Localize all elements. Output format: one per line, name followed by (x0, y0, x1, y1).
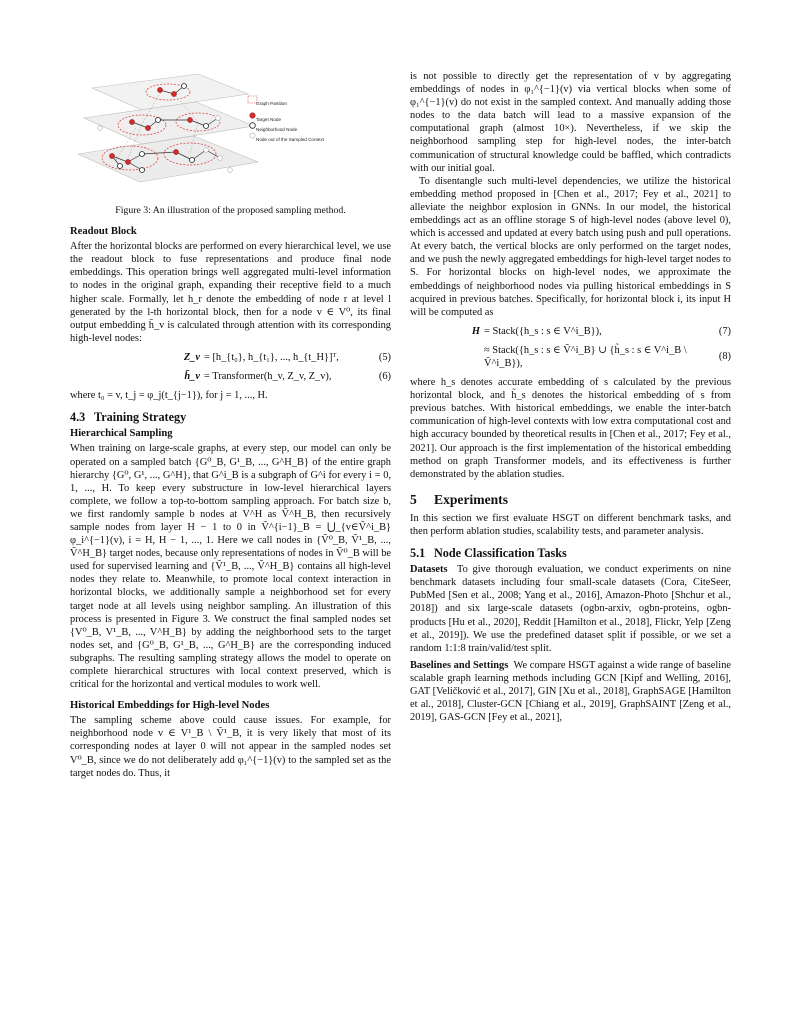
baselines-heading: Baselines and Settings (410, 659, 509, 671)
section-5-number: 5 (410, 491, 417, 507)
eq6-number: (6) (378, 371, 391, 383)
datasets-paragraph (410, 563, 731, 655)
eq7-rhs: = Stack({h_s : s ∈ V^i_B}), (484, 325, 602, 337)
eq8-number: (8) (718, 351, 731, 363)
equation-5 (70, 351, 391, 364)
hierarchical-sampling-heading: Hierarchical Sampling (70, 428, 173, 440)
legend-neighborhood: Neighborhood Node (256, 127, 298, 132)
readout-heading: Readout Block (70, 226, 137, 238)
legend-target-symbol (250, 113, 256, 119)
legend-neighborhood-symbol (250, 123, 256, 129)
section-4-3-title: Training Strategy (94, 410, 187, 425)
level-2-plane (92, 74, 248, 110)
section-4-3-number: 4.3 (70, 410, 86, 425)
eq8-rhs: ≈ Stack({h_s : s ∈ Ṽ^i_B} ∪ {h̃_s : s ∈ V^i_B \ Ṽ^i_B}), (484, 344, 687, 369)
datasets-text: To give thorough evaluation, we conduct experiments on nine benchmark datasets including four small-scale datasets (Cora, CiteSeer, PubMed [Sen et al., 2008; Yang et al., 2016], Amazon-Photo [Shchur et al., 2018]) and six large-scale datasets (ogbn-arxiv, ogbn-proteins, ogbn-products [Hu et al., 2020], Reddit [Hamilton et al., 2018], Flickr, Yelp [Zeng et al., 2019]). We use the predefined dataset split if possible, or we set a random 1:1:8 train/valid/test split. (410, 564, 731, 654)
historical-method-paragraph: To disentangle such multi-level dependencies, we utilize the historical embedding method proposed in [Chen et al., 2017; Fey et al., 2021] to alleviate the neighbor explosion in GNNs. In our model, the historical embeddings act as an offline storage S of high-level nodes (above level 0), which is accessed and updated at every batch using push and pull operations. At every batch, the vertical blocks are only performed on the target nodes, and we push the newly aggregated embeddings for high-level target nodes to S. For horizontal blocks on high-level nodes, we approximate the embeddings of neighborhood nodes via pulling historical embeddings in S acquired in previous batches. Specifically, for horizontal block i, its input H will be computed as (410, 175, 731, 318)
where-line: where t₀ = v, t_j = φ_j(t_{j−1}), for j = 1, ..., H. (70, 390, 268, 402)
equation-7 (410, 325, 731, 338)
legend-outside: Node out of the Sampled Context (256, 137, 324, 142)
after-equation-paragraph: where h_s denotes accurate embedding of s calculated by the previous horizontal block, and h̃_s denotes the historical embedding of s from previous batches. With historical embeddings, we enable the inter-batch communication of high-level contexts with low extra computational cost and high accuracy bounded by theoretical results in [Chen et al., 2017; Fey et al., 2021]. Our approach is the first implementation of the historical embedding method on graph Transformer models, and its effectiveness is further demonstrated by the ablation studies. (410, 377, 731, 480)
legend-partition: Graph Partition (256, 101, 287, 106)
continued-paragraph: is not possible to directly get the representation of v by aggregating embeddings of nodes in φ₁^{−1}(v) via vertical blocks when some of φ₁^{−1}(v) do not exist in the sampled context. And manually adding those nodes to the data batch will lead to a massive expansion of the computational graph (almost 10×). Nevertheless, if we skip the neighborhood sampling step for high-level nodes, the inter-batch communication of structural knowledge could be baffled, which contradicts with our initial goal. (410, 71, 731, 174)
eq7-number: (7) (718, 325, 731, 337)
sampling-illustration (70, 70, 391, 200)
readout-paragraph: After the horizontal blocks are performed on every hierarchical level, we use the readout block to fuse representations and produce final node embeddings. This operation brings well aggregated multi-level information to nodes in the original graph, expanding their receptive field to a much higher scale. Formally, let h_r denote the embedding of node r at level l generated by the l-th horizontal block, then for a node v ∈ V⁰, its final output embedding h̄_v is calculated through attention with its corresponding high-level nodes: (70, 241, 391, 344)
eq6-lhs: h̄_v (184, 371, 200, 383)
eq5-lhs: Z_v (183, 351, 200, 363)
eq5-number: (5) (378, 351, 391, 363)
section-5-1-title: Node Classification Tasks (434, 546, 567, 561)
equation-8 (410, 344, 731, 370)
section-5-paragraph: In this section we first evaluate HSGT on different benchmark tasks, and then perform ablation studies, scalability tests, and parameter analysis. (410, 512, 731, 537)
historical-embeddings-heading: Historical Embeddings for High-level Nodes (70, 700, 270, 712)
legend-target: Target Node (256, 117, 282, 122)
left-column (70, 70, 391, 780)
section-4-3-heading (70, 411, 391, 424)
equation-6 (70, 370, 391, 383)
datasets-heading: Datasets (410, 564, 448, 576)
legend-outside-symbol (250, 133, 255, 138)
figure-3 (70, 70, 391, 200)
baselines-paragraph (410, 659, 731, 724)
section-5-1-heading (410, 547, 731, 560)
baselines-text: We compare HSGT against a wide range of baseline scalable graph learning methods including GCN [Kipf and Welling, 2016], GAT [Veličković et al., 2017], GIN [Xu et al., 2018], GraphSAGE [Hamilton et al., 2018], Cluster-GCN [Chiang et al., 2019], GraphSAINT [Zeng et al., 2019], GAS-GCN [Fey et al., 2021], (410, 659, 731, 724)
section-5-title: Experiments (434, 491, 509, 507)
section-5-1-number: 5.1 (410, 546, 426, 561)
level-1-plane (84, 102, 254, 144)
section-5-heading (410, 493, 731, 506)
eq5-rhs: = [h_{t₀}, h_{t₁}, ..., h_{t_H}]ᵀ, (204, 351, 339, 363)
eq6-rhs: = Transformer(h_v, Z_v, Z_v), (204, 371, 332, 383)
eq7-lhs: H (471, 325, 480, 337)
right-column (410, 70, 731, 724)
level-0-plane (78, 136, 258, 182)
figure-caption: Figure 3: An illustration of the proposed sampling method. (115, 205, 346, 216)
historical-embeddings-paragraph: The sampling scheme above could cause issues. For example, for neighborhood node v ∈ V¹_B \ Ṽ¹_B, it is very likely that most of its corresponding nodes at layer 0 will not appear in the sampled nodes set V⁰_B, since we do not deliberately add φ₁^{−1}(v) to the sampled set as the target nodes do. Thus, it (70, 715, 391, 779)
hierarchical-sampling-paragraph: When training on large-scale graphs, at every step, our model can only be operated on a sampled batch {G⁰_B, G¹_B, ..., G^H_B} of the entire graph hierarchy {G⁰, G¹, ..., G^H}, that G^i_B is a subgraph of G^i for every i = 0, 1, ..., H. To keep every substructure in low-level hierarchical layers complete, we follow a top-to-bottom sampling approach. For batch size b, we first randomly sample b nodes at V^H as Ṽ^H_B, then recursively sample nodes from layer H − 1 to 0 in Ṽ^{i−1}_B = ⋃_{v∈Ṽ^i_B} φ_i^{−1}(v), i = H, H − 1, ..., 1. Here we call nodes in {Ṽ⁰_B, Ṽ¹_B, ..., Ṽ^H_B} target nodes, because only representations of nodes in Ṽ⁰_B will be used for supervised learning and {Ṽ¹_B, ..., Ṽ^H_B} contains all high-level nodes they relate to. Meanwhile, to promote local context interaction in horizontal blocks, we additionally sample a neighborhood set for every target node at all levels using neighbor sampling. An illustration of this process is presented in Figure 3. We construct the final sampled nodes set {V⁰_B, V¹_B, ..., V^H_B} by adding the neighborhood sets to the target nodes set, and {G⁰_B, G¹_B, ..., G^H_B} are the corresponding induced subgraphs. The resulting sampling strategy allows the model to operate on complete hierarchical structures with local context preserved, which is critical for the horizontal and vertical modules to work well. (70, 443, 391, 691)
